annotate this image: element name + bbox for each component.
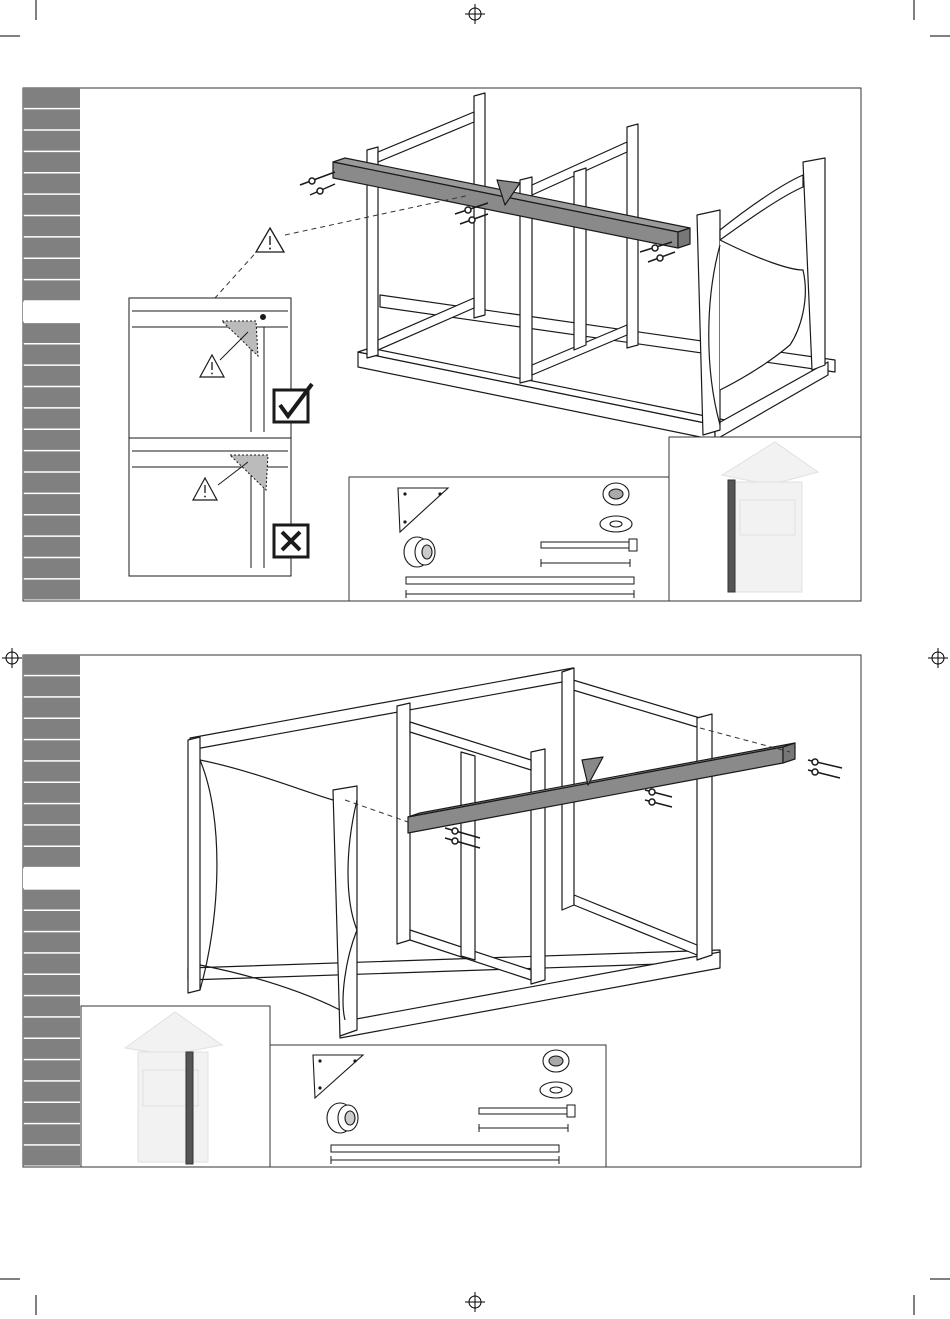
step-tab bbox=[23, 698, 80, 718]
step-tab bbox=[23, 109, 80, 129]
step-tab bbox=[23, 847, 80, 867]
registration-crosshair bbox=[928, 648, 948, 668]
step-tab bbox=[23, 516, 80, 536]
step-tab bbox=[23, 1039, 80, 1059]
step-tab bbox=[23, 174, 80, 194]
step-tab bbox=[23, 409, 80, 429]
step-1-preview-box bbox=[669, 437, 861, 601]
step-tab bbox=[23, 890, 80, 910]
round-nut-part bbox=[327, 1103, 358, 1133]
step-tab bbox=[23, 783, 80, 803]
washer-part bbox=[540, 1082, 572, 1098]
step-tab bbox=[23, 996, 80, 1016]
step-tab bbox=[23, 740, 80, 760]
registration-crosshair bbox=[465, 4, 485, 24]
step-tab bbox=[23, 719, 80, 739]
step-1-parts-box bbox=[349, 477, 669, 601]
step-tab bbox=[23, 1103, 80, 1123]
step-tab bbox=[23, 826, 80, 846]
step-tab bbox=[23, 580, 80, 600]
bracket-detail-box bbox=[129, 298, 312, 576]
step-tab bbox=[23, 911, 80, 931]
lock-nut-part bbox=[543, 1050, 569, 1072]
step-tab bbox=[23, 195, 80, 215]
step-tab bbox=[23, 1060, 80, 1080]
round-nut-part bbox=[404, 537, 435, 567]
step-tab bbox=[23, 804, 80, 824]
step-tab bbox=[23, 259, 80, 279]
step-tab bbox=[23, 1124, 80, 1144]
step-tab bbox=[23, 238, 80, 258]
step-tab bbox=[23, 868, 80, 888]
step-tab bbox=[23, 387, 80, 407]
step-tab bbox=[23, 954, 80, 974]
step-tab bbox=[23, 762, 80, 782]
step-tab bbox=[23, 537, 80, 557]
step-tab bbox=[23, 345, 80, 365]
step-tab bbox=[23, 676, 80, 696]
step-tab bbox=[23, 932, 80, 952]
step-tab bbox=[23, 280, 80, 300]
lock-nut-part bbox=[603, 483, 629, 505]
cross-icon bbox=[274, 525, 308, 557]
step-tab bbox=[23, 1146, 80, 1166]
check-icon bbox=[274, 384, 312, 422]
step-tab bbox=[23, 494, 80, 514]
step-tab bbox=[23, 655, 80, 675]
step-tab bbox=[23, 88, 80, 108]
step-panel-2 bbox=[23, 655, 861, 1167]
registration-crosshair bbox=[465, 1292, 485, 1312]
step-tab bbox=[23, 131, 80, 151]
step-tab bbox=[23, 302, 80, 322]
registration-crosshair bbox=[2, 648, 22, 668]
step-tab bbox=[23, 975, 80, 995]
step-tab bbox=[23, 451, 80, 471]
step-2-parts-box bbox=[270, 1045, 606, 1167]
step-tab bbox=[23, 473, 80, 493]
washer-part bbox=[600, 516, 632, 532]
step-tab bbox=[23, 366, 80, 386]
step-tab bbox=[23, 216, 80, 236]
step-2-preview-box bbox=[81, 1006, 270, 1167]
step-panel-1 bbox=[23, 88, 861, 601]
step-tab bbox=[23, 1018, 80, 1038]
step-tab bbox=[23, 152, 80, 172]
step-tab bbox=[23, 430, 80, 450]
step-tab bbox=[23, 558, 80, 578]
step-tab bbox=[23, 323, 80, 343]
step-tab bbox=[23, 1082, 80, 1102]
